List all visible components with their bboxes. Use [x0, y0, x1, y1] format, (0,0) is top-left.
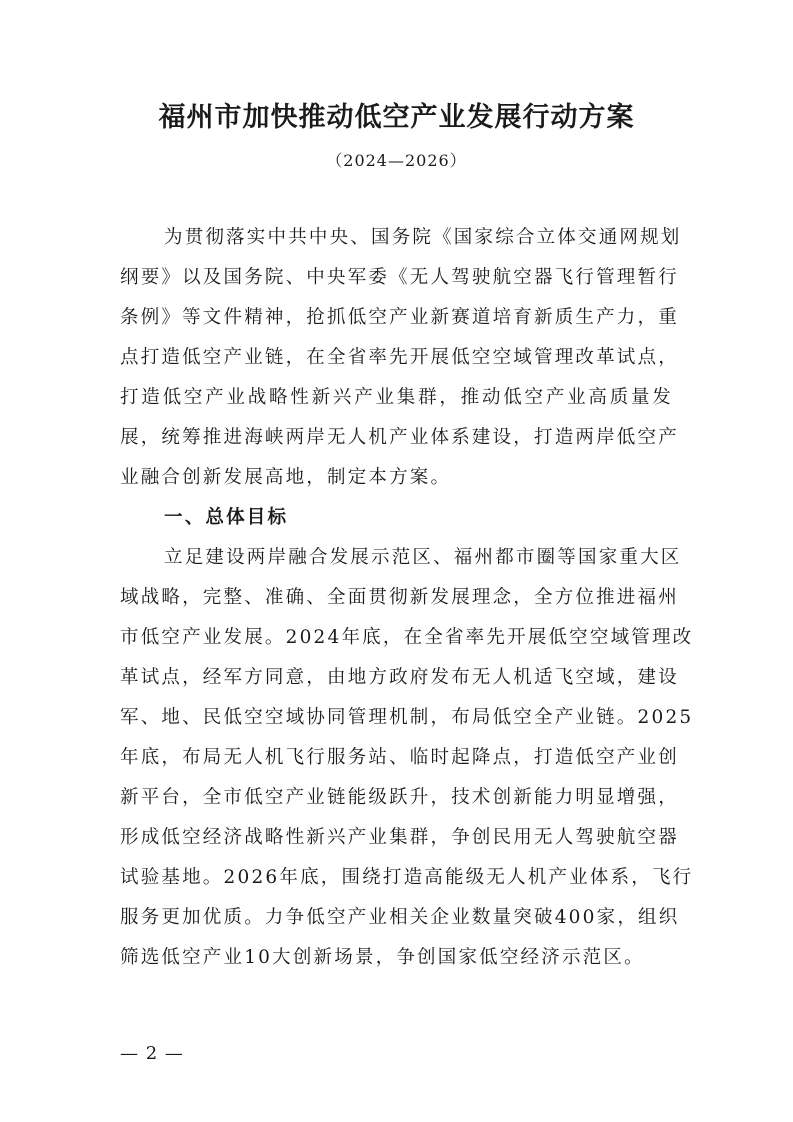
- paragraph-line: 军、地、民低空空域协同管理机制，布局低空全产业链。2025: [120, 707, 694, 728]
- paragraph-line: 展，统筹推进海峡两岸无人机产业体系建设，打造两岸低空产: [120, 427, 679, 448]
- document-subtitle: （2024—2026）: [326, 151, 467, 170]
- page-number: — 2 —: [120, 1043, 184, 1064]
- paragraph-line: 条例》等文件精神，抢抓低空产业新赛道培育新质生产力，重: [120, 307, 679, 328]
- paragraph-line: 新平台，全市低空产业链能级跃升，技术创新能力明显增强，: [120, 787, 679, 808]
- paragraph-line: 立足建设两岸融合发展示范区、福州都市圈等国家重大区: [164, 547, 682, 568]
- paragraph-line: 域战略，完整、准确、全面贯彻新发展理念，全方位推进福州: [120, 587, 679, 608]
- paragraph-line: 试验基地。2026年底，围绕打造高能级无人机产业体系，飞行: [120, 867, 694, 888]
- paragraph-line: 业融合创新发展高地，制定本方案。: [120, 467, 452, 488]
- paragraph-line: 形成低空经济战略性新兴产业集群，争创民用无人驾驶航空器: [120, 827, 679, 848]
- intro-paragraph: [120, 218, 682, 498]
- document-title: 福州市加快推动低空产业发展行动方案: [158, 102, 635, 133]
- paragraph-line: 市低空产业发展。2024年底，在全省率先开展低空空域管理改: [120, 627, 694, 648]
- section-1: [120, 498, 694, 978]
- paragraph-line: 点打造低空产业链，在全省率先开展低空空域管理改革试点，: [120, 347, 679, 368]
- paragraph-line: 年底，布局无人机飞行服务站、临时起降点，打造低空产业创: [120, 747, 679, 768]
- paragraph-line: 打造低空产业战略性新兴产业集群，推动低空产业高质量发: [120, 387, 673, 408]
- paragraph-line: 纲要》以及国务院、中央军委《无人驾驶航空器飞行管理暂行: [120, 267, 679, 288]
- paragraph-line: 筛选低空产业10大创新场景，争创国家低空经济示范区。: [120, 947, 645, 968]
- paragraph-line: 服务更加优质。力争低空产业相关企业数量突破400家，组织: [120, 907, 680, 928]
- paragraph-line: 为贯彻落实中共中央、国务院《国家综合立体交通网规划: [164, 227, 682, 248]
- section-heading: 一、总体目标: [164, 507, 289, 528]
- paragraph-line: 革试点，经军方同意，由地方政府发布无人机适飞空域，建设: [120, 667, 679, 688]
